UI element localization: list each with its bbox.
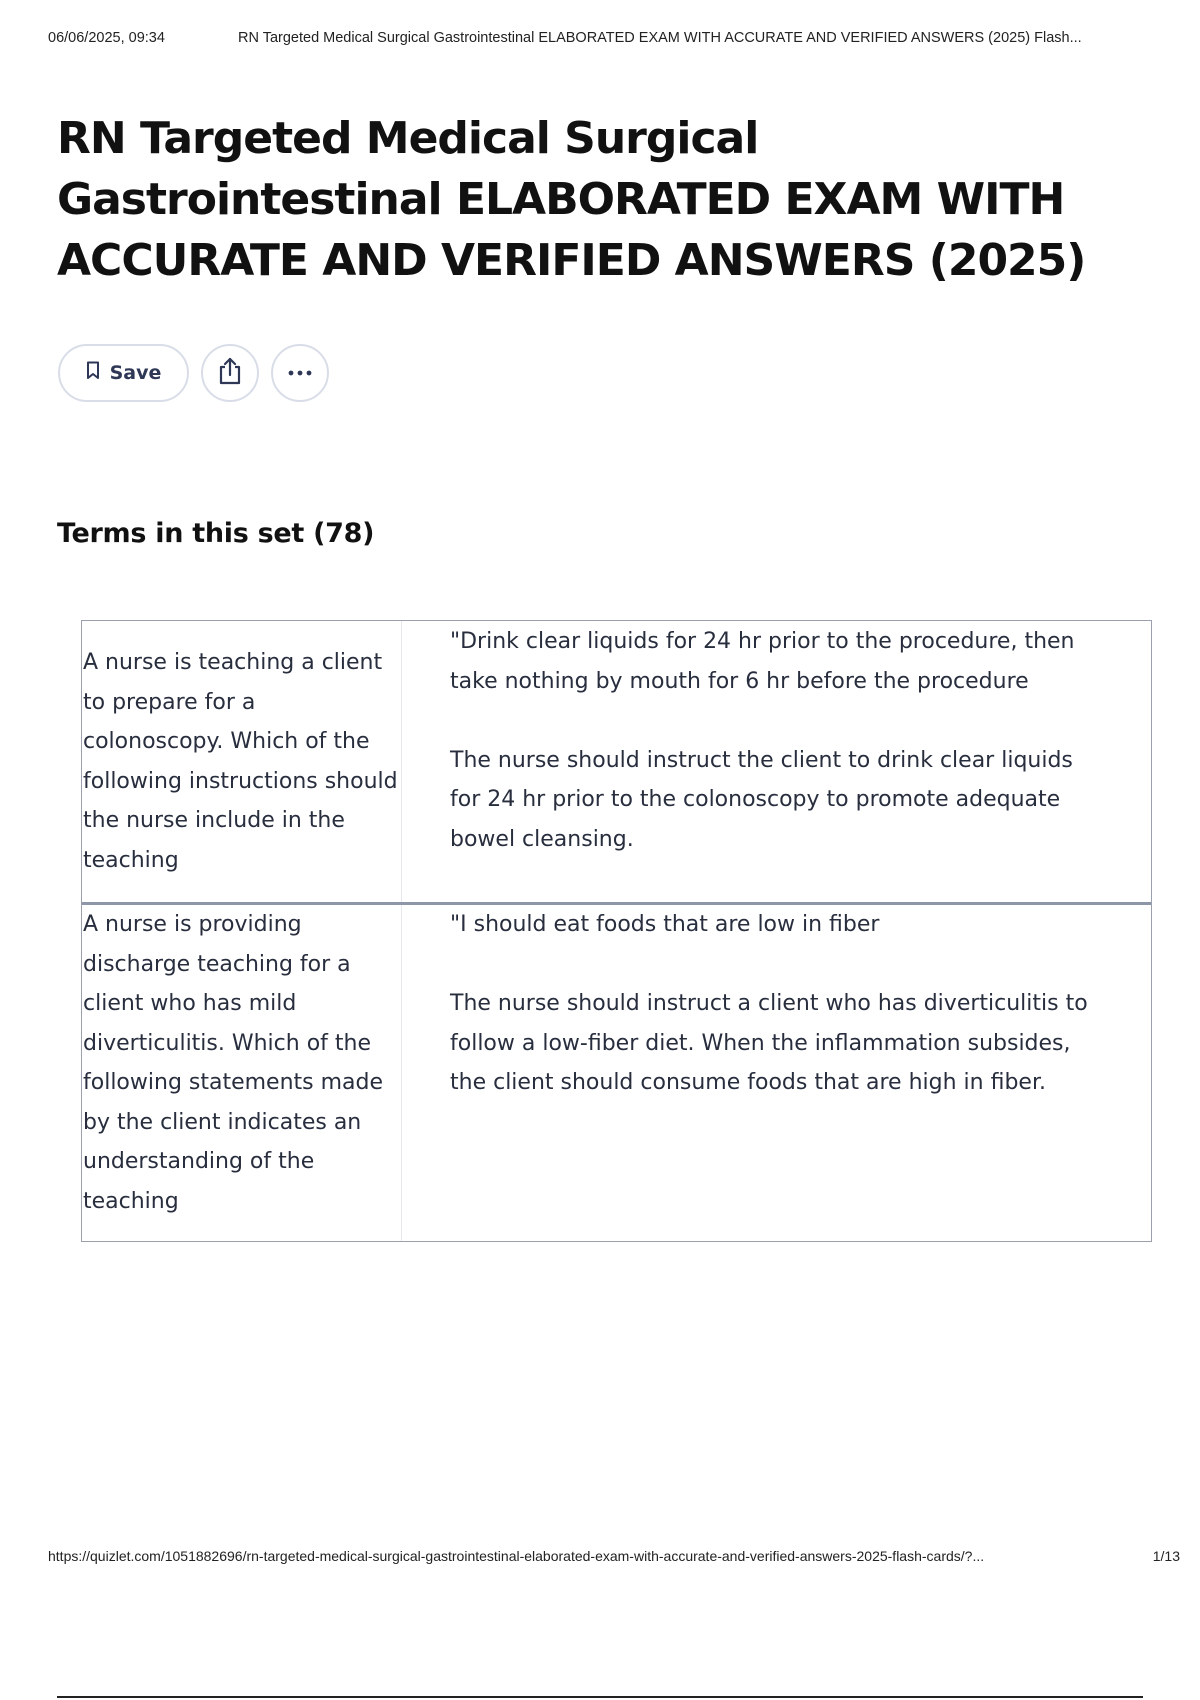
set-actions <box>58 343 329 403</box>
term-row <box>82 902 1151 1241</box>
term-answer: "Drink clear liquids for 24 hr prior to the procedure, then take nothing by mouth for 6 hr before the procedure <box>450 629 1075 694</box>
term-question: A nurse is teaching a client to prepare for a colonoscopy. Which of the following instructions should the nurse include in the teaching <box>82 621 402 902</box>
print-datetime: 06/06/2025, 09:34 <box>48 30 165 46</box>
more-horizontal-icon <box>286 364 314 382</box>
terms-heading: Terms in this set (78) <box>57 518 375 549</box>
print-header <box>48 30 1180 50</box>
print-footer <box>48 1548 1180 1568</box>
more-options-button[interactable] <box>271 344 329 402</box>
terms-list <box>81 620 1152 1242</box>
share-icon <box>216 356 244 391</box>
page-number: 1/13 <box>1152 1548 1180 1564</box>
term-definition <box>402 621 1151 902</box>
print-url: https://quizlet.com/1051882696/rn-targeted-medical-surgical-gastrointestinal-elaborated-exam-with-accurate-and-verified-answers-2025-flash-cards/?... <box>48 1548 985 1564</box>
print-document-title: RN Targeted Medical Surgical Gastrointestinal ELABORATED EXAM WITH ACCURATE AND VERIFIED ANSWERS (2025) Flash... <box>238 30 1082 46</box>
term-answer: "I should eat foods that are low in fiber <box>450 912 880 937</box>
save-button-label: Save <box>109 362 162 384</box>
save-button[interactable] <box>58 344 189 402</box>
page-title: RN Targeted Medical Surgical Gastrointestinal ELABORATED EXAM WITH ACCURATE AND VERIFIED ANSWERS (2025) <box>57 113 1086 286</box>
term-rationale: The nurse should instruct a client who has diverticulitis to follow a low-fiber diet. When the inflammation subsides, the client should consume foods that are high in fiber. <box>450 991 1088 1095</box>
term-row <box>82 621 1151 902</box>
divider <box>57 1696 1143 1698</box>
term-definition <box>402 905 1151 1241</box>
term-question: A nurse is providing discharge teaching for a client who has mild diverticulitis. Which of the following statements made by the client indicates an understanding of the teaching <box>82 905 402 1241</box>
term-rationale: The nurse should instruct the client to drink clear liquids for 24 hr prior to the colonoscopy to promote adequate bowel cleansing. <box>450 747 1073 852</box>
bookmark-icon <box>86 361 100 385</box>
share-button[interactable] <box>201 344 259 402</box>
